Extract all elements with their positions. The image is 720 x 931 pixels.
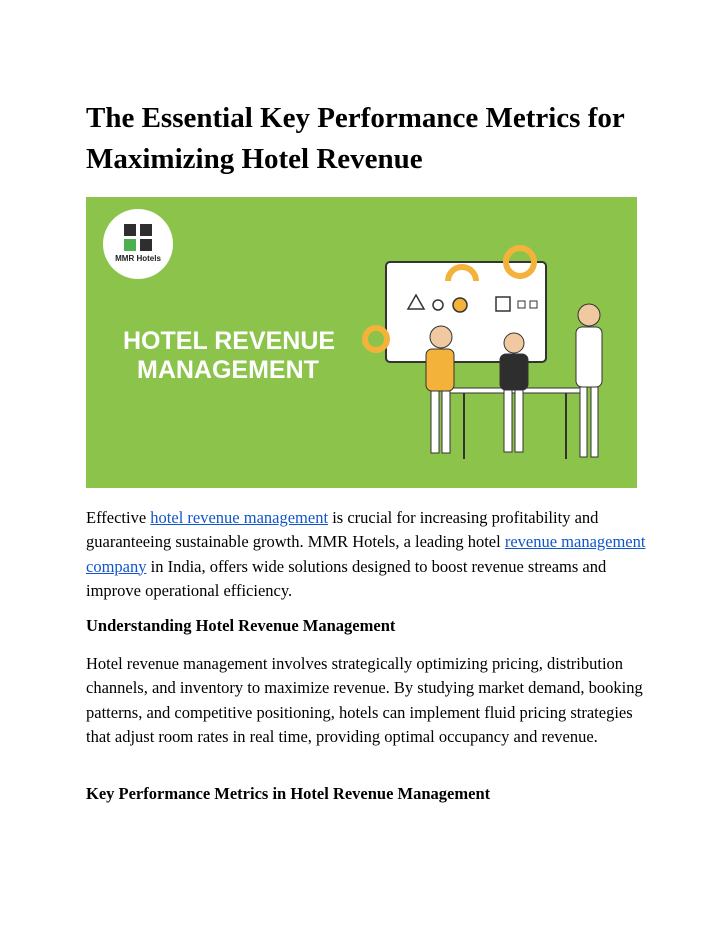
banner-headline-1: HOTEL REVENUE	[123, 327, 336, 355]
section-body-understanding: Hotel revenue management involves strategically optimizing pricing, distribution channels, and inventory to maximize revenue. By studying market demand, booking patterns, and competitive positioning, hotels can implement fluid pricing strategies that adjust room rates in real time, providing optimal occupancy and revenue.	[86, 654, 643, 746]
mmr-logo	[103, 209, 173, 279]
section-heading-understanding: Understanding Hotel Revenue Management	[86, 616, 396, 635]
banner-headline-2: MANAGEMENT	[137, 356, 319, 384]
page-title: The Essential Key Performance Metrics for Maximizing Hotel Revenue	[86, 102, 625, 175]
banner-illustration	[86, 197, 637, 488]
hero-banner	[86, 197, 637, 488]
section-heading-kpis: Key Performance Metrics in Hotel Revenue Management	[86, 784, 491, 803]
intro-text-2: is crucial for increasing profitability and guaranteeing sustainable growth. MMR Hotels, a leading hotel	[86, 508, 599, 552]
logo-text: MMR Hotels	[115, 254, 161, 263]
intro-text-3: in India, offers wide solutions designed to boost revenue streams and improve operational efficiency.	[86, 556, 607, 600]
intro-text-1: Effective	[86, 508, 151, 527]
revenue-management-company-link[interactable]: revenue management company	[86, 532, 646, 576]
hotel-revenue-management-link[interactable]: hotel revenue management	[150, 508, 329, 527]
intro-paragraph	[86, 506, 646, 603]
